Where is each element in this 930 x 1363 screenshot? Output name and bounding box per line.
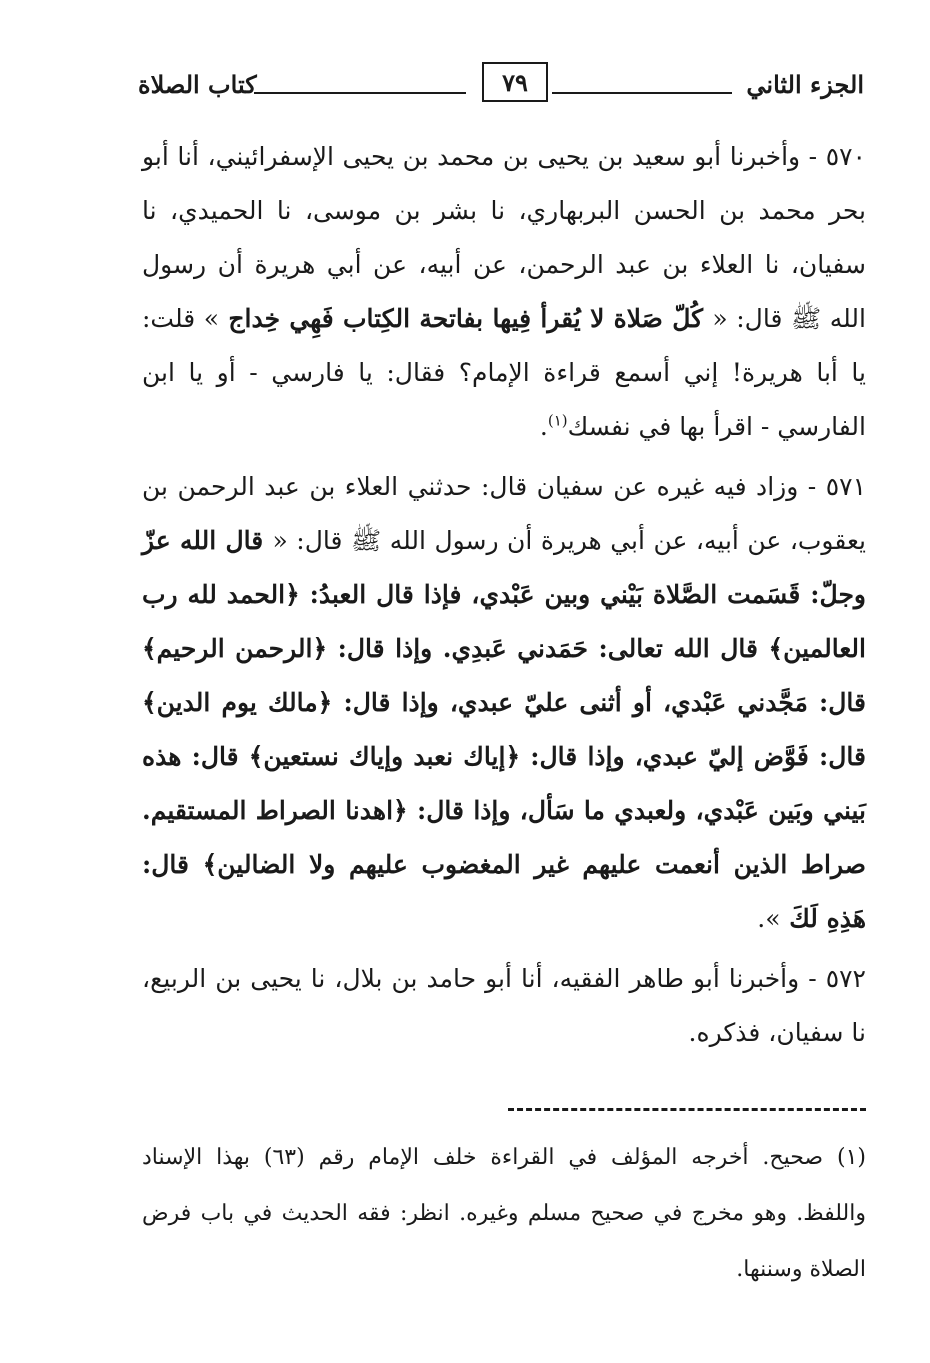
footnote-text: (١) صحيح. أخرجه المؤلف في القراءة خلف الإمام رقم (٦٣) بهذا الإسناد واللفظ. وهو مخرج في صحيح مسلم وغيره. انظر: فقه الحديث في باب فرض الصلاة وسننها.: [142, 1145, 866, 1282]
hadith-572-text: ٥٧٢ - وأخبرنا أبو طاهر الفقيه، أنا أبو حامد بن بلال، نا يحيى بن الربيع، نا سفيان، فذكره.: [142, 964, 866, 1047]
page-header: [138, 62, 864, 114]
book-title: كتاب الصلاة: [138, 70, 257, 99]
page-number-box: [482, 62, 548, 102]
hadith-571-text: ٥٧١ - وزاد فيه غيره عن سفيان قال: حدثني العلاء بن عبد الرحمن بن يعقوب، عن أبيه، عن أبي هريرة أن رسول الله ﷺ قال: «: [142, 472, 867, 555]
page-body: [142, 130, 866, 1066]
hadith-571-matn: قال الله عزّ وجلّ: قَسَمت الصَّلاة بَيْني وبين عَبْدي، فإذا قال العبدُ: ﴿الحمد لله رب العالمين﴾ قال الله تعالى: حَمَدني عَبدِي. وإذا قال: ﴿الرحمن الرحيم﴾ قال: مَجَّدني عَبْدي، أو أثنى عليّ عبدي، وإذا قال: ﴿مالك يوم الدين﴾ قال: فَوَّض إليّ عبدي، وإذا قال: ﴿إياك نعبد وإياك نستعين﴾ قال: هذه بَيني وبَين عَبْدي، ولعبدي ما سَأل، وإذا قال: ﴿اهدنا الصراط المستقيم. صراط الذين أنعمت عليهم غير المغضوب عليهم ولا الضالين﴾ قال: هَذِهِ لَكَ: [142, 526, 866, 933]
header-rule-left: [254, 92, 466, 94]
hadith-570-text-2: » قلت: يا أبا هريرة! إني أسمع قراءة الإمام؟ فقال: يا فارسي - أو يا ابن الفارسي - اقرأ بها في نفسك: [142, 304, 866, 441]
hadith-570: [142, 130, 866, 454]
hadith-570-end: .: [539, 412, 548, 441]
hadith-571: [142, 460, 866, 946]
header-rule-right: [552, 92, 732, 94]
hadith-572: [142, 952, 866, 1060]
footnote: [142, 1130, 866, 1298]
part-title: الجزء الثاني: [746, 70, 864, 99]
page-number: ٧٩: [502, 67, 528, 97]
hadith-570-matn: كُلّ صَلاة لا يُقرأ فِيها بفاتحة الكِتاب فَهِي خِداج: [219, 304, 713, 333]
hadith-571-end: ».: [757, 904, 781, 933]
footnote-separator: [508, 1108, 866, 1111]
hadith-570-text: ٥٧٠ - وأخبرنا أبو سعيد بن يحيى بن محمد بن يحيى الإسفرائيني، أنا أبو بحر محمد بن الحسن البربهاري، نا بشر بن موسى، نا الحميدي، نا سفيان، نا العلاء بن عبد الرحمن، عن أبيه، عن أبي هريرة أن رسول الله ﷺ قال: «: [142, 142, 866, 333]
footnote-ref[interactable]: (١): [547, 411, 568, 430]
